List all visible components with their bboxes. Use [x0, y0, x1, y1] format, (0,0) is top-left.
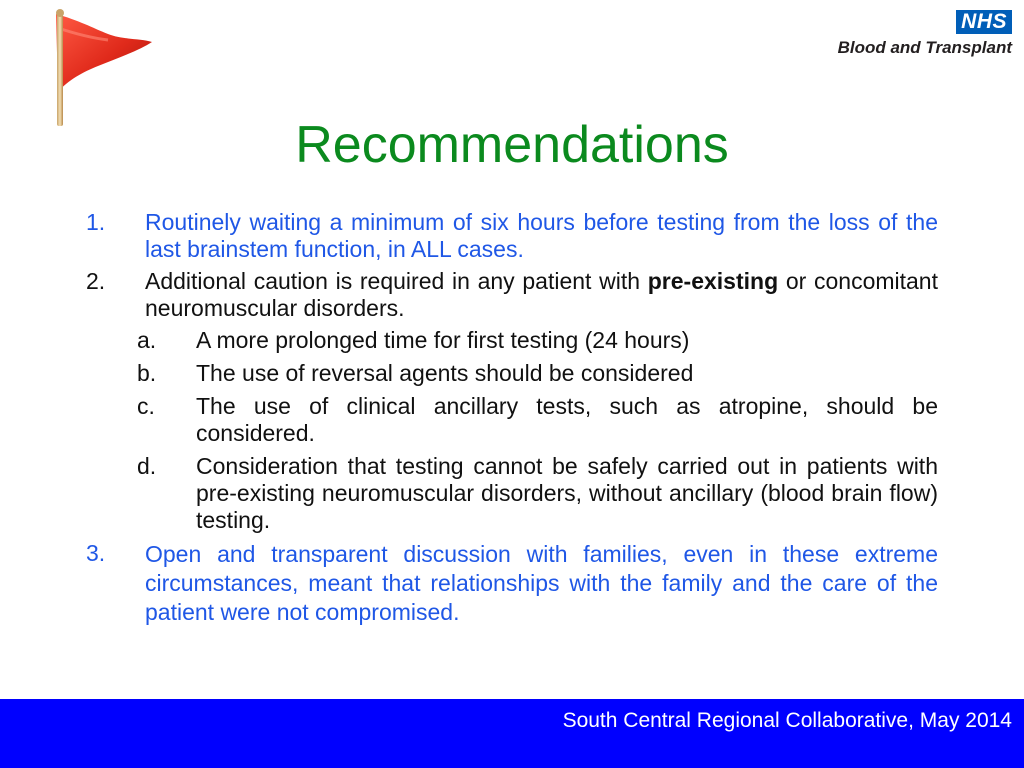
sub-item-text: The use of reversal agents should be considered: [196, 360, 694, 386]
slide-title: Recommendations: [295, 116, 729, 174]
sub-list-item: [86, 360, 938, 387]
item-text-bold: pre-existing: [647, 268, 779, 294]
sub-item-text: The use of clinical ancillary tests, such as atropine, should be considered.: [196, 393, 938, 446]
item-number: 1.: [86, 209, 106, 235]
organisation-name: Blood and Transplant: [837, 38, 1012, 57]
footer-bar: [0, 699, 1024, 768]
item-number: 2.: [86, 268, 106, 294]
item-text-after: or concomitant neuromuscular disorders.: [145, 268, 938, 321]
list-item: [86, 540, 938, 627]
nhs-blood-and-transplant-logo: [838, 10, 1012, 58]
footer-text: South Central Regional Collaborative, May 2014: [562, 709, 1012, 732]
sub-list-item: [86, 393, 938, 447]
red-flag-icon: [48, 8, 158, 126]
sub-list-item: [86, 453, 938, 534]
nhs-badge: NHS: [956, 10, 1012, 34]
list-item: [86, 268, 938, 322]
item-text-before: Additional caution is required in any patient with: [145, 268, 648, 294]
list-item: [86, 209, 938, 263]
item-number: 3.: [86, 540, 106, 566]
item-text: Routinely waiting a minimum of six hours before testing from the loss of the last brainstem function, in ALL cases.: [145, 209, 938, 262]
sub-item-letter: a.: [137, 327, 157, 353]
item-text: Open and transparent discussion with families, even in these extreme circumstances, meant that relationships with the family and the care of the patient were not compromised.: [145, 541, 938, 625]
sub-item-letter: b.: [137, 360, 157, 386]
sub-item-text: Consideration that testing cannot be safely carried out in patients with pre-existing neuromuscular disorders, without ancillary (blood brain flow) testing.: [196, 453, 938, 533]
item-text: [145, 268, 938, 322]
sub-item-letter: d.: [137, 453, 157, 479]
recommendations-list: [86, 209, 938, 632]
sub-list-item: [86, 327, 938, 354]
sub-item-text: A more prolonged time for first testing (24 hours): [196, 327, 690, 353]
sub-item-letter: c.: [137, 393, 155, 419]
